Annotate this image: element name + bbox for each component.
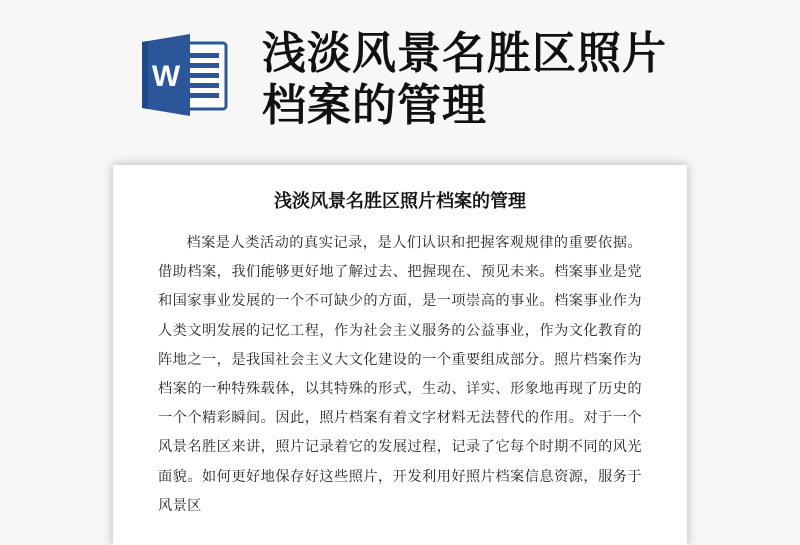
word-document-icon xyxy=(140,34,230,116)
page-title: 浅淡风景名胜区照片档案的管理 xyxy=(262,28,667,131)
header-banner xyxy=(0,0,800,150)
document-body-paragraph: 档案是人类活动的真实记录，是人们认识和把握客观规律的重要依据。借助档案，我们能够更好地了解过去、把握现在、预见未来。档案事业是党和国家事业发展的一个不可缺少的方面，是一项崇高的事业。档案事业作为人类文明发展的记忆工程，作为社会主义服务的公益事业，作为文化教育的阵地之一，是我国社会主义大文化建设的一个重要组成部分。照片档案作为档案的一种特殊载体，以其特殊的形式，生动、详实、形象地再现了历史的一个个精彩瞬间。因此，照片档案有着文字材料无法替代的作用。对于一个风景名胜区来讲，照片记录着它的发展过程，记录了它每个时期不同的风光面貌。如何更好地保存好这些照片，开发利用好照片档案信息资源，服务于风景区 xyxy=(158,235,642,514)
document-page-preview xyxy=(113,165,687,545)
document-title: 浅淡风景名胜区照片档案的管理 xyxy=(274,191,526,212)
word-icon-letter: W xyxy=(151,60,181,93)
